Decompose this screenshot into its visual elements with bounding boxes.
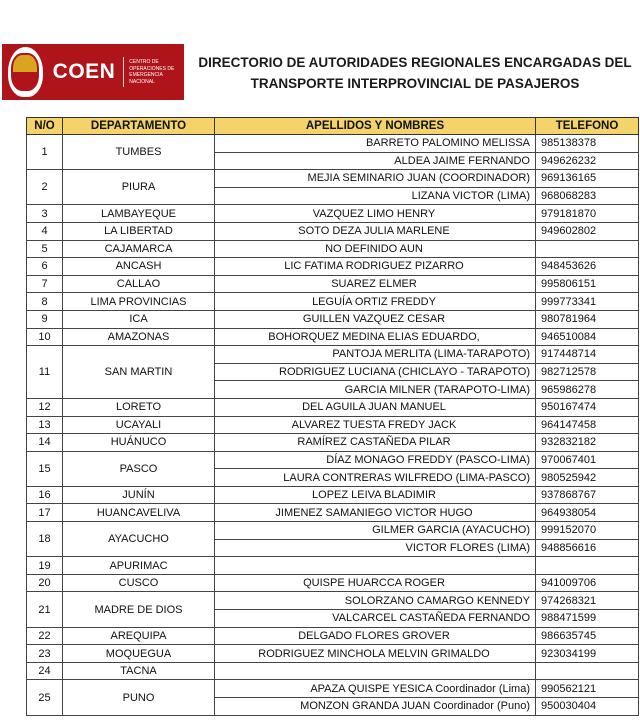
phone-cell: 932832182	[536, 434, 639, 452]
department-cell: TUMBES	[63, 135, 215, 170]
row-number: 3	[27, 205, 63, 223]
table-row	[27, 222, 639, 240]
authority-name-cell: VAZQUEZ LIMO HENRY	[215, 205, 536, 223]
table-row	[27, 557, 639, 575]
document-title	[190, 52, 640, 94]
table-body	[27, 135, 639, 716]
row-number: 4	[27, 222, 63, 240]
department-cell: MOQUEGUA	[63, 645, 215, 663]
row-number: 2	[27, 170, 63, 205]
department-cell: HUÁNUCO	[63, 434, 215, 452]
phone-cell: 986635745	[536, 627, 639, 645]
phone-cell: 999152070	[536, 522, 639, 540]
phone-cell: 974268321	[536, 592, 639, 610]
phone-cell: 964938054	[536, 504, 639, 522]
table-row	[27, 416, 639, 434]
department-cell: HUANCAVELIVA	[63, 504, 215, 522]
table-row	[27, 240, 639, 258]
phone-cell: 985138378	[536, 135, 639, 153]
table-row	[27, 398, 639, 416]
authority-name-cell: RODRIGUEZ MINCHOLA MELVIN GRIMALDO	[215, 645, 536, 663]
table-row	[27, 662, 639, 680]
department-cell: PASCO	[63, 451, 215, 486]
authority-name-cell: RAMÍREZ CASTAÑEDA PILAR	[215, 434, 536, 452]
department-cell: CALLAO	[63, 275, 215, 293]
table-row	[27, 522, 639, 540]
title-line-2: TRANSPORTE INTERPROVINCIAL DE PASAJEROS	[250, 76, 580, 91]
department-cell: PIURA	[63, 170, 215, 205]
phone-cell: 964147458	[536, 416, 639, 434]
phone-cell: 999773341	[536, 293, 639, 311]
department-cell: LORETO	[63, 398, 215, 416]
logo-text: COEN	[52, 60, 116, 83]
department-cell: LA LIBERTAD	[63, 222, 215, 240]
row-number: 13	[27, 416, 63, 434]
column-header-department: DEPARTAMENTO	[63, 118, 215, 135]
row-number: 7	[27, 275, 63, 293]
table-row	[27, 504, 639, 522]
authority-name-cell	[215, 662, 536, 680]
authority-name-cell: LOPEZ LEIVA BLADIMIR	[215, 486, 536, 504]
row-number: 25	[27, 680, 63, 715]
table-row	[27, 346, 639, 364]
phone-cell	[536, 557, 639, 575]
authority-name-cell: MEJIA SEMINARIO JUAN (COORDINADOR)	[215, 170, 536, 188]
logo-divider	[123, 57, 124, 87]
authority-name-cell: LEGUÍA ORTIZ FREDDY	[215, 293, 536, 311]
authority-name-cell: NO DEFINIDO AUN	[215, 240, 536, 258]
table-row	[27, 205, 639, 223]
table-row	[27, 434, 639, 452]
phone-cell: 980781964	[536, 310, 639, 328]
table-header-row	[27, 118, 639, 135]
authority-name-cell: GUILLEN VAZQUEZ CESAR	[215, 310, 536, 328]
authority-name-cell: LIC FATIMA RODRIGUEZ PIZARRO	[215, 258, 536, 276]
authority-name-cell: VALCARCEL CASTAÑEDA FERNANDO	[215, 610, 536, 628]
table-row	[27, 170, 639, 188]
table-row	[27, 592, 639, 610]
authority-name-cell: ALVAREZ TUESTA FREDY JACK	[215, 416, 536, 434]
phone-cell: 968068283	[536, 187, 639, 205]
phone-cell: 980525942	[536, 469, 639, 487]
phone-cell: 917448714	[536, 346, 639, 364]
department-cell: LAMBAYEQUE	[63, 205, 215, 223]
phone-cell: 995806151	[536, 275, 639, 293]
authority-name-cell: QUISPE HUARCCA ROGER	[215, 574, 536, 592]
table-row	[27, 310, 639, 328]
column-header-name: APELLIDOS Y NOMBRES	[215, 118, 536, 135]
department-cell: JUNÍN	[63, 486, 215, 504]
row-number: 23	[27, 645, 63, 663]
phone-cell: 937868767	[536, 486, 639, 504]
row-number: 21	[27, 592, 63, 627]
department-cell: PUNO	[63, 680, 215, 715]
authority-name-cell: PANTOJA MERLITA (LIMA-TARAPOTO)	[215, 346, 536, 364]
table-row	[27, 293, 639, 311]
row-number: 12	[27, 398, 63, 416]
authority-name-cell: LAURA CONTRERAS WILFREDO (LIMA-PASCO)	[215, 469, 536, 487]
column-header-phone: TELEFONO	[536, 118, 639, 135]
department-cell: APURIMAC	[63, 557, 215, 575]
authority-name-cell: SOTO DEZA JULIA MARLENE	[215, 222, 536, 240]
row-number: 17	[27, 504, 63, 522]
department-cell: UCAYALI	[63, 416, 215, 434]
table-row	[27, 328, 639, 346]
department-cell: AMAZONAS	[63, 328, 215, 346]
phone-cell: 941009706	[536, 574, 639, 592]
phone-cell: 948856616	[536, 539, 639, 557]
department-cell: AYACUCHO	[63, 522, 215, 557]
department-cell: ANCASH	[63, 258, 215, 276]
department-cell: AREQUIPA	[63, 627, 215, 645]
phone-cell: 949626232	[536, 152, 639, 170]
row-number: 19	[27, 557, 63, 575]
authority-name-cell: SUAREZ ELMER	[215, 275, 536, 293]
row-number: 6	[27, 258, 63, 276]
row-number: 22	[27, 627, 63, 645]
authority-name-cell: BOHORQUEZ MEDINA ELIAS EDUARDO,	[215, 328, 536, 346]
table-row	[27, 486, 639, 504]
phone-cell: 948453626	[536, 258, 639, 276]
department-cell: MADRE DE DIOS	[63, 592, 215, 627]
national-seal-icon	[8, 47, 43, 97]
title-line-1: DIRECTORIO DE AUTORIDADES REGIONALES ENCARGADAS DEL	[198, 55, 632, 70]
phone-cell: 950167474	[536, 398, 639, 416]
phone-cell: 923034199	[536, 645, 639, 663]
logo-subtitle: CENTRO DE OPERACIONES DE EMERGENCIA NACIONAL	[129, 59, 175, 85]
authority-name-cell: GILMER GARCIA (AYACUCHO)	[215, 522, 536, 540]
department-cell: ICA	[63, 310, 215, 328]
phone-cell: 988471599	[536, 610, 639, 628]
authority-name-cell: DÍAZ MONAGO FREDDY (PASCO-LIMA)	[215, 451, 536, 469]
department-cell: LIMA PROVINCIAS	[63, 293, 215, 311]
column-header-number: N/O	[27, 118, 63, 135]
authority-name-cell: VICTOR FLORES (LIMA)	[215, 539, 536, 557]
document-header	[0, 40, 640, 106]
phone-cell: 990562121	[536, 680, 639, 698]
authority-name-cell: MONZON GRANDA JUAN Coordinador (Puno)	[215, 698, 536, 716]
authority-name-cell	[215, 557, 536, 575]
row-number: 20	[27, 574, 63, 592]
authorities-table	[26, 117, 639, 716]
row-number: 16	[27, 486, 63, 504]
authority-name-cell: ALDEA JAIME FERNANDO	[215, 152, 536, 170]
table-row	[27, 574, 639, 592]
phone-cell	[536, 662, 639, 680]
table-row	[27, 680, 639, 698]
authority-name-cell: APAZA QUISPE YESICA Coordinador (Lima)	[215, 680, 536, 698]
department-cell: SAN MARTIN	[63, 346, 215, 399]
authority-name-cell: JIMENEZ SAMANIEGO VICTOR HUGO	[215, 504, 536, 522]
table-row	[27, 645, 639, 663]
phone-cell: 965986278	[536, 381, 639, 399]
coen-logo	[2, 44, 184, 100]
phone-cell: 979181870	[536, 205, 639, 223]
phone-cell: 950030404	[536, 698, 639, 716]
row-number: 24	[27, 662, 63, 680]
table-row	[27, 451, 639, 469]
authority-name-cell: GARCIA MILNER (TARAPOTO-LIMA)	[215, 381, 536, 399]
authority-name-cell: RODRIGUEZ LUCIANA (CHICLAYO - TARAPOTO)	[215, 363, 536, 381]
department-cell: CUSCO	[63, 574, 215, 592]
table-row	[27, 135, 639, 153]
table-row	[27, 627, 639, 645]
authority-name-cell: DELGADO FLORES GROVER	[215, 627, 536, 645]
authority-name-cell: SOLORZANO CAMARGO KENNEDY	[215, 592, 536, 610]
row-number: 10	[27, 328, 63, 346]
phone-cell: 969136165	[536, 170, 639, 188]
table-row	[27, 258, 639, 276]
authority-name-cell: LIZANA VICTOR (LIMA)	[215, 187, 536, 205]
row-number: 5	[27, 240, 63, 258]
row-number: 18	[27, 522, 63, 557]
row-number: 11	[27, 346, 63, 399]
phone-cell: 949602802	[536, 222, 639, 240]
phone-cell: 970067401	[536, 451, 639, 469]
row-number: 8	[27, 293, 63, 311]
phone-cell: 982712578	[536, 363, 639, 381]
department-cell: CAJAMARCA	[63, 240, 215, 258]
row-number: 15	[27, 451, 63, 486]
row-number: 1	[27, 135, 63, 170]
phone-cell	[536, 240, 639, 258]
row-number: 9	[27, 310, 63, 328]
row-number: 14	[27, 434, 63, 452]
authority-name-cell: DEL AGUILA JUAN MANUEL	[215, 398, 536, 416]
department-cell: TACNA	[63, 662, 215, 680]
authority-name-cell: BARRETO PALOMINO MELISSA	[215, 135, 536, 153]
table-row	[27, 275, 639, 293]
phone-cell: 946510084	[536, 328, 639, 346]
